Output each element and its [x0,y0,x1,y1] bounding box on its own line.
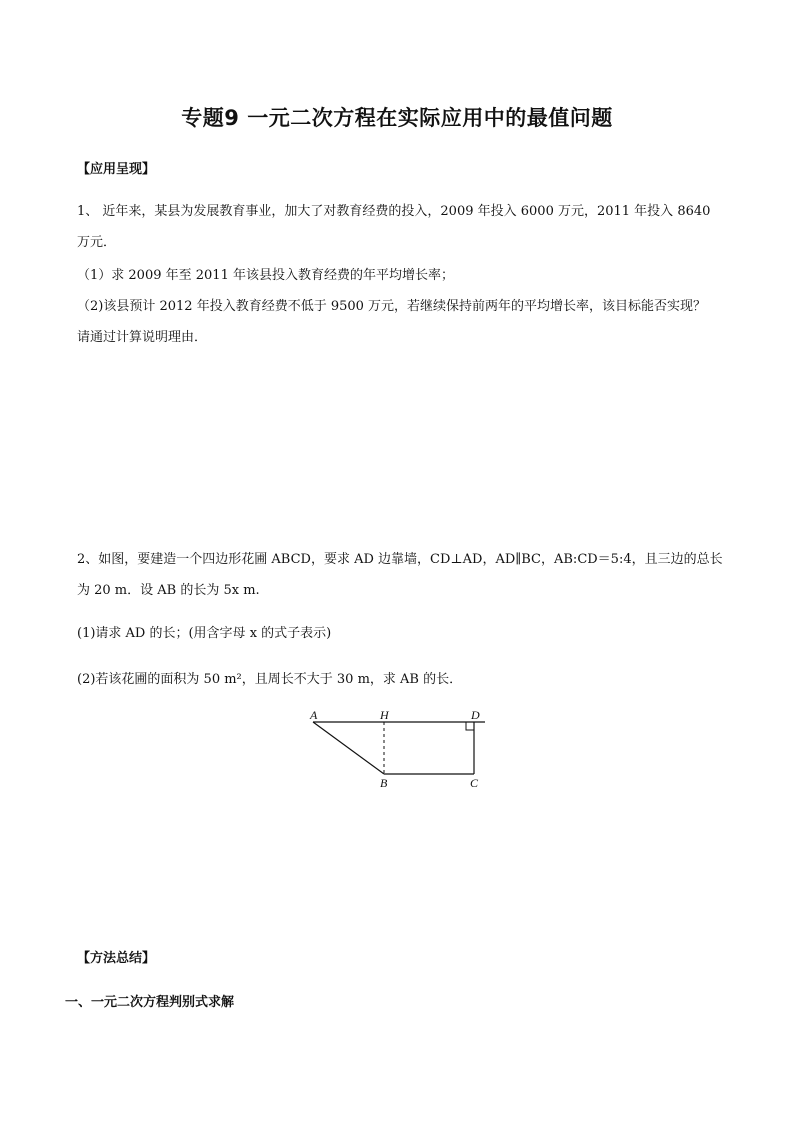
page-title: 专题9 一元二次方程在实际应用中的最值问题 [181,106,613,130]
q1-line1: 1、 近年来，某县为发展教育事业，加大了对教育经费的投入，2009 年投入 6000 万元，2011 年投入 8640 [77,204,711,219]
q1-line2: 万元． [77,235,117,250]
label-a: A [310,708,318,722]
right-angle-mark [466,722,474,730]
label-h: H [380,708,389,722]
section-heading-method: 【方法总结】 [77,951,156,966]
section-heading-apply: 【应用呈现】 [77,162,156,177]
q1-part1: （1）求 2009 年至 2011 年该县投入教育经费的年平均增长率； [77,268,454,283]
q2-line1: 2、如图，要建造一个四边形花圃 ABCD，要求 AD 边靠墙，CD⊥AD，AD∥BC，AB:CD＝5:4，且三边的总长 [77,552,723,567]
label-c: C [470,776,479,790]
q2-part1: (1)请求 AD 的长；(用含字母 x 的式子表示) [77,626,332,641]
q1-part2: （2)该县预计 2012 年投入教育经费不低于 9500 万元，若继续保持前两年的平均增长率，该目标能否实现？ [77,299,707,314]
q2-part2: (2)若该花圃的面积为 50 m²，且周长不大于 30 m，求 AB 的长． [77,672,463,687]
label-d: D [471,708,480,722]
q1-part2-cont: 请通过计算说明理由． [77,330,208,345]
q2-line2: 为 20 m．设 AB 的长为 5x m. [77,583,260,598]
label-b: B [380,776,388,790]
quadrilateral-figure [300,700,500,800]
method-heading-1: 一、一元二次方程判别式求解 [65,995,235,1010]
side-ab [313,722,384,774]
